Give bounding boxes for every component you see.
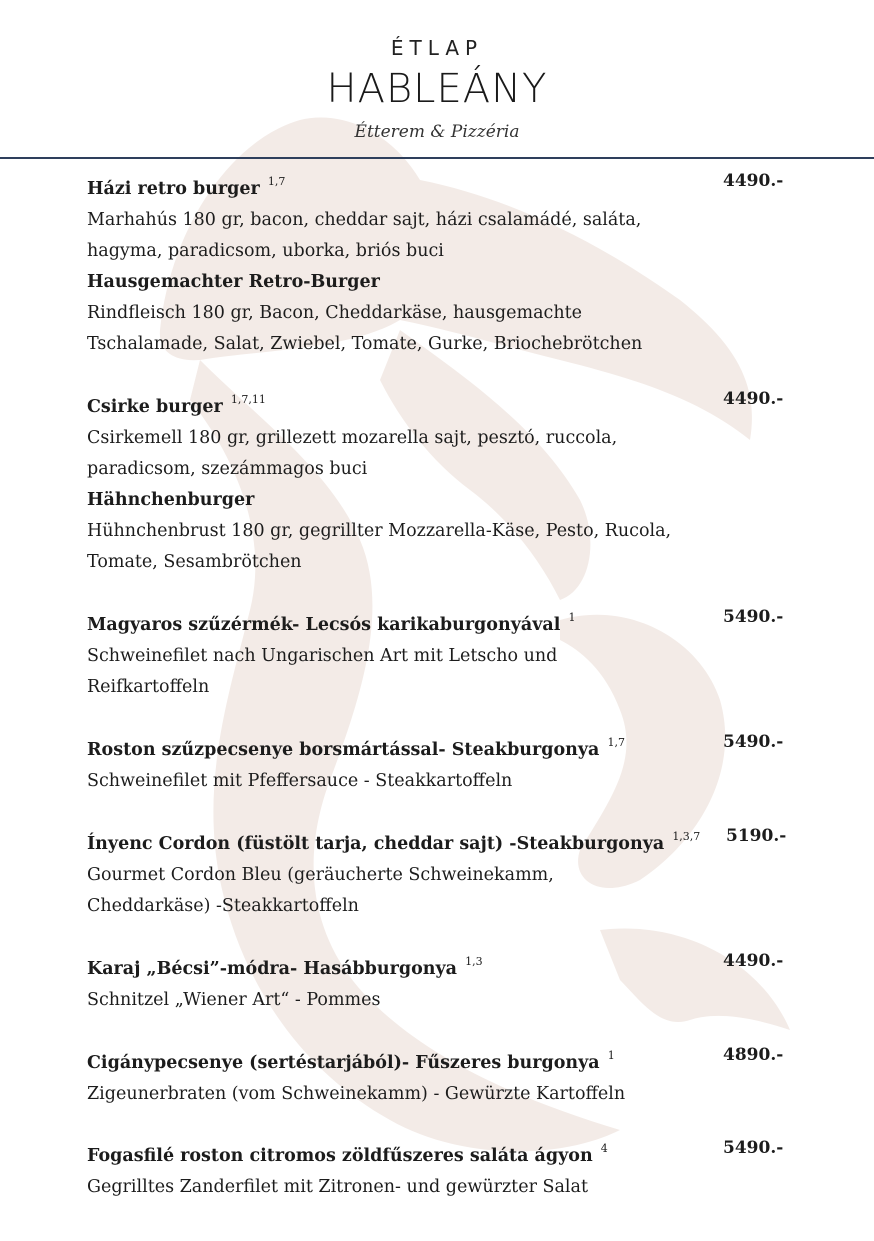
item-name: Cigánypecsenye (sertéstarjából)- Fűszeres burgonya: [87, 1053, 600, 1073]
item-description-de-line: Hühnchenbrust 180 gr, gegrillter Mozzarella-Käse, Pesto, Rucola,: [87, 521, 672, 541]
item-price: 5490.-: [723, 732, 784, 752]
item-description-line: Zigeunerbraten (vom Schweinekamm) - Gewürzte Kartoffeln: [87, 1084, 626, 1104]
item-description-de-line: Tomate, Sesambrötchen: [87, 552, 302, 572]
item-description-hu-line: Marhahús 180 gr, bacon, cheddar sajt, házi csalamádé, saláta,: [87, 210, 642, 230]
item-name: Roston szűzpecsenye borsmártással- Steakburgonya: [87, 740, 600, 760]
item-description-line: Gourmet Cordon Bleu (geräucherte Schweinekamm,: [87, 865, 554, 885]
menu-header: [0, 0, 874, 158]
menu-label: ÉTLAP: [390, 36, 484, 60]
allergen-codes: 1,7: [267, 175, 286, 188]
allergen-codes: 1,3,7: [672, 830, 701, 843]
item-price: 4490.-: [723, 951, 784, 971]
allergen-codes: 4: [600, 1142, 608, 1155]
item-description-hu-line: paradicsom, szezámmagos buci: [87, 459, 368, 479]
allergen-codes: 1,7: [607, 736, 625, 749]
item-price: 5190.-: [726, 826, 787, 846]
menu-item: [87, 166, 787, 360]
item-description-de-line: Rindfleisch 180 gr, Bacon, Cheddarkäse, hausgemachte: [87, 303, 582, 323]
allergen-codes: 1: [607, 1049, 615, 1062]
restaurant-subtitle: Étterem & Pizzéria: [354, 122, 520, 142]
item-price: 5490.-: [723, 607, 784, 627]
allergen-codes: 1,7,11: [230, 393, 266, 406]
item-name: Fogasfilé roston citromos zöldfűszeres saláta ágyon: [87, 1146, 593, 1166]
item-description-line: Schweinefilet mit Pfeffersauce - Steakkartoffeln: [87, 771, 513, 791]
menu-item: [87, 384, 787, 578]
item-description-line: Reifkartoffeln: [87, 677, 210, 697]
restaurant-name: HABLEÁNY: [326, 66, 548, 112]
item-name-de: Hausgemachter Retro-Burger: [87, 272, 380, 292]
item-description-line: Schnitzel „Wiener Art“ - Pommes: [87, 990, 381, 1010]
menu-item: [87, 727, 787, 797]
menu-item: [87, 946, 787, 1016]
menu-item: [87, 821, 787, 922]
item-description-de-line: Tschalamade, Salat, Zwiebel, Tomate, Gurke, Briochebrötchen: [87, 334, 643, 354]
allergen-codes: 1,3: [465, 955, 483, 968]
item-description-hu-line: hagyma, paradicsom, uborka, briós buci: [87, 241, 444, 261]
item-name: Házi retro burger: [87, 179, 260, 199]
item-price: 4490.-: [723, 171, 784, 191]
item-name: Magyaros szűzérmék- Lecsós karikaburgonyával: [87, 615, 561, 635]
item-price: 5490.-: [723, 1138, 784, 1158]
item-price: 4490.-: [723, 389, 784, 409]
item-description-line: Schweinefilet nach Ungarischen Art mit Letscho und: [87, 646, 558, 666]
item-description-line: Gegrilltes Zanderfilet mit Zitronen- und gewürzter Salat: [87, 1177, 588, 1197]
item-price: 4890.-: [723, 1045, 784, 1065]
item-description-line: Cheddarkäse) -Steakkartoffeln: [87, 896, 359, 916]
item-name-de: Hähnchenburger: [87, 490, 255, 510]
item-name: Ínyenc Cordon (füstölt tarja, cheddar sajt) -Steakburgonya: [87, 834, 665, 854]
allergen-codes: 1: [568, 611, 576, 624]
item-name: Csirke burger: [87, 397, 223, 417]
menu-item: [87, 1040, 787, 1110]
item-name: Karaj „Bécsi”-módra- Hasábburgonya: [87, 959, 457, 979]
item-description-hu-line: Csirkemell 180 gr, grillezett mozarella sajt, pesztó, ruccola,: [87, 428, 618, 448]
menu-item: [87, 1133, 787, 1203]
menu-item: [87, 602, 787, 703]
header-divider: [0, 157, 874, 159]
